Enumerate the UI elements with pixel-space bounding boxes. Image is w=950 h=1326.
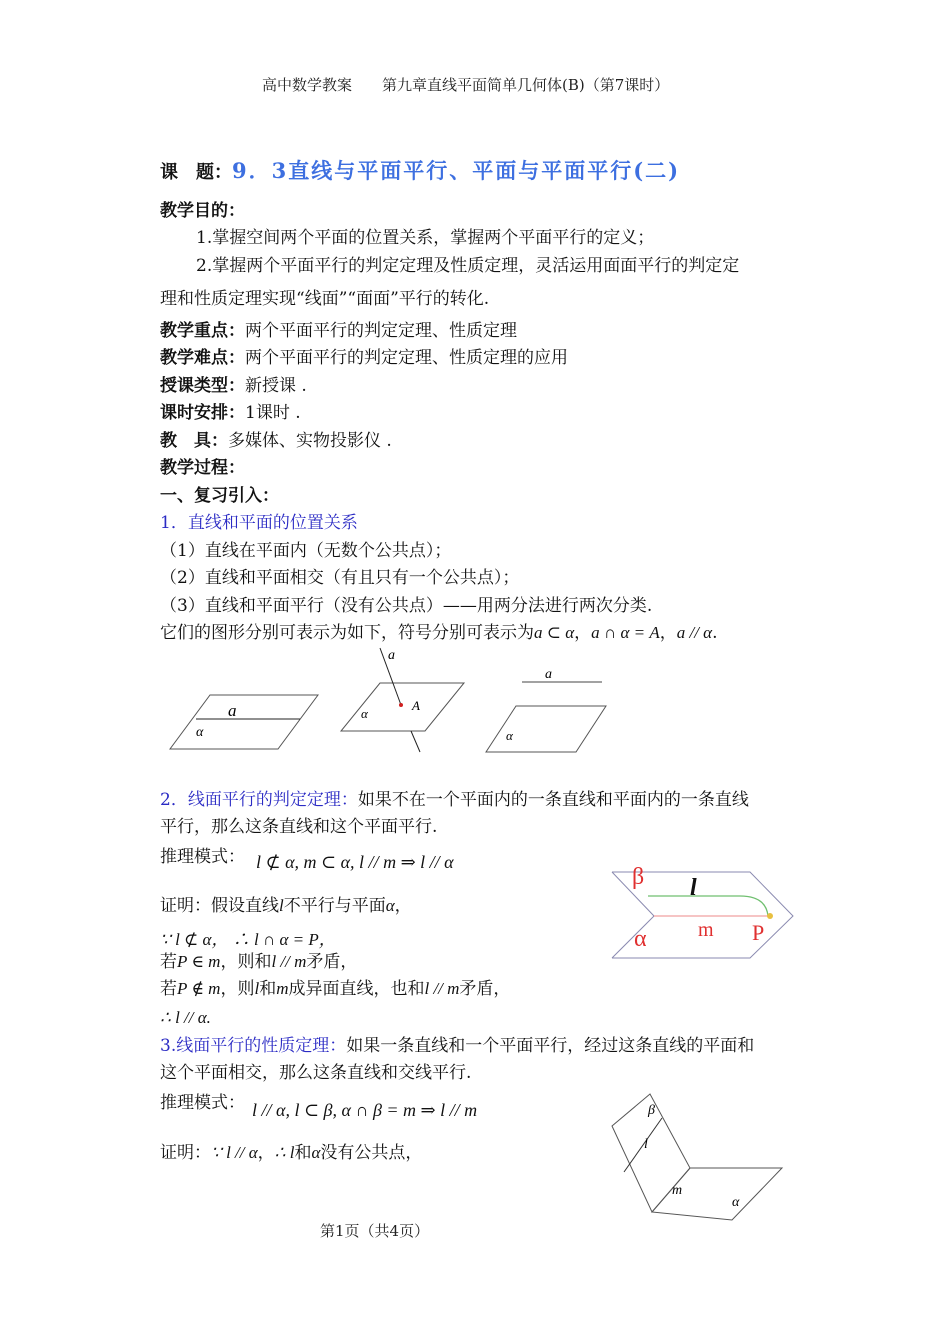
s2-proof-1-l: l bbox=[279, 896, 284, 915]
label-m-3: m bbox=[672, 1183, 683, 1198]
label-beta-2: β bbox=[632, 864, 645, 890]
s3-mode-label: 推理模式： bbox=[160, 1093, 245, 1113]
label-l-2: l bbox=[690, 875, 697, 901]
s3-proof-end: 没有公共点， bbox=[320, 1143, 423, 1163]
label-a-3: a bbox=[545, 667, 552, 682]
s2-proof-5: ∴ l // α. bbox=[160, 1008, 211, 1027]
line-l-3 bbox=[624, 1118, 662, 1172]
s3-proof-1 bbox=[160, 1142, 422, 1164]
fold-lower bbox=[612, 916, 654, 958]
schedule-label: 课时安排： bbox=[160, 403, 245, 423]
tools-label: 教 具： bbox=[160, 431, 228, 451]
figure-line-in-plane bbox=[170, 695, 318, 749]
s2-proof-1-mid: 不平行与平面 bbox=[283, 896, 386, 916]
point-P bbox=[767, 913, 773, 919]
s2-proof-4-end: 矛盾， bbox=[459, 979, 511, 999]
label-alpha-2: α bbox=[361, 706, 368, 721]
label-alpha-4: α bbox=[634, 926, 647, 952]
page-footer: 第1页（共4页） bbox=[320, 1222, 430, 1240]
objective-item-2-cont: 理和性质定理实现“线面”“面面”平行的转化. bbox=[160, 289, 490, 309]
point-A bbox=[399, 703, 403, 707]
label-beta-3: β bbox=[648, 1103, 655, 1118]
schedule-value: 1课时 . bbox=[245, 403, 301, 423]
objectives-heading: 教学目的： bbox=[160, 201, 245, 221]
section2-text-1: 如果不在一个平面内的一条直线和平面内的一条直线 bbox=[357, 790, 749, 810]
s2-proof-1-pre: 证明：假设直线 bbox=[160, 896, 279, 916]
period: . bbox=[712, 623, 718, 643]
lesson-type-value: 新授课 . bbox=[245, 376, 307, 396]
label-alpha-5: α bbox=[732, 1195, 740, 1210]
s2-proof-4-l: l bbox=[254, 979, 260, 998]
label-a-2: a bbox=[388, 648, 395, 663]
s2-proof-3-mid: ，则和 bbox=[220, 952, 272, 972]
label-alpha-1: α bbox=[196, 725, 204, 740]
s1-line-1: （1）直线在平面内（无数个公共点）； bbox=[160, 541, 452, 561]
s2-proof-3-sym: P ∈ m bbox=[177, 952, 221, 971]
s3-proof-sep: ， bbox=[257, 1143, 275, 1163]
label-A: A bbox=[412, 698, 420, 713]
difficulty-value: 两个平面平行的判定定理、性质定理的应用 bbox=[245, 348, 568, 368]
s2-proof-2: ∵ l ⊄ α， ∴ l ∩ α = P， bbox=[160, 930, 336, 949]
symbol-in-plane: a ⊂ α bbox=[534, 623, 575, 642]
section3-text-2: 这个平面相交，那么这条直线和交线平行. bbox=[160, 1063, 472, 1083]
objective-item-1: 1.掌握空间两个平面的位置关系，掌握两个平面平行的定义； bbox=[196, 228, 655, 248]
figure-line-parallel bbox=[486, 682, 606, 752]
s2-proof-3-pre: 若 bbox=[160, 952, 177, 972]
s2-proof-1-end: ， bbox=[394, 896, 412, 916]
s2-mode-label: 推理模式： bbox=[160, 847, 245, 867]
section3-heading: 3.线面平行的性质定理： bbox=[160, 1036, 347, 1056]
lesson-type-label: 授课类型： bbox=[160, 376, 245, 396]
s1-line-4-text: 它们的图形分别可表示为如下，符号分别可表示为 bbox=[160, 623, 534, 643]
label-m-2: m bbox=[698, 919, 714, 941]
symbol-intersect: a ∩ α = A bbox=[591, 623, 660, 642]
section3-line-1 bbox=[160, 1035, 754, 1057]
plane-1 bbox=[170, 695, 318, 749]
figure-property-theorem bbox=[612, 1094, 782, 1220]
s2-proof-4-sym2: l // m bbox=[424, 979, 460, 998]
title-value: 9．3直线与平面平行、平面与平面平行(二) bbox=[232, 158, 681, 183]
s3-proof-pre: 证明： bbox=[160, 1143, 211, 1163]
s2-mode-formula: l ⊄ α, m ⊂ α, l // m ⇒ l // α bbox=[256, 852, 454, 872]
s1-line-3: （3）直线和平面平行（没有公共点）——用两分法进行两次分类. bbox=[160, 596, 653, 616]
label-alpha-3: α bbox=[506, 728, 513, 743]
title-label: 课 题： bbox=[160, 162, 232, 183]
section2-text-2: 平行，那么这条直线和这个平面平行. bbox=[160, 817, 438, 837]
s1-line-2: （2）直线和平面相交（有且只有一个公共点）； bbox=[160, 568, 520, 588]
section2-line-1 bbox=[160, 789, 749, 811]
s2-proof-3 bbox=[160, 951, 357, 973]
label-P: P bbox=[752, 920, 765, 945]
section1-heading: 1．直线和平面的位置关系 bbox=[160, 513, 358, 533]
s2-proof-4-m: m bbox=[276, 979, 289, 998]
key-point-label: 教学重点： bbox=[160, 321, 245, 341]
label-a-1: a bbox=[228, 701, 237, 720]
s2-proof-1 bbox=[160, 895, 412, 917]
sep-2: ， bbox=[659, 623, 677, 643]
process-heading: 教学过程： bbox=[160, 458, 245, 478]
tools-value: 多媒体、实物投影仪 . bbox=[228, 431, 392, 451]
page-header: 高中数学教案 第九章直线平面简单几何体(B)（第7课时） bbox=[262, 76, 670, 94]
key-point-value: 两个平面平行的判定定理、性质定理 bbox=[245, 321, 517, 341]
plane-2 bbox=[341, 683, 464, 731]
s3-proof-and: 和 bbox=[294, 1143, 312, 1163]
s2-proof-4-and: 和 bbox=[259, 979, 277, 999]
line-a-2-lower bbox=[411, 731, 420, 752]
s2-proof-4 bbox=[160, 978, 510, 1000]
objective-item-2: 2.掌握两个平面平行的判定定理及性质定理，灵活运用面面平行的判定定 bbox=[196, 256, 740, 276]
s2-proof-3-end: 矛盾， bbox=[306, 952, 358, 972]
s2-proof-4-pre: 若 bbox=[160, 979, 177, 999]
section2-heading: 2．线面平行的判定定理： bbox=[160, 790, 358, 810]
s2-proof-4-mid: ，则 bbox=[220, 979, 255, 999]
section3-text-1: 如果一条直线和一个平面平行，经过这条直线的平面和 bbox=[346, 1036, 755, 1056]
s3-proof-alpha: α bbox=[311, 1143, 321, 1162]
difficulty-label: 教学难点： bbox=[160, 348, 245, 368]
symbol-parallel: a // α bbox=[676, 623, 713, 642]
line-l bbox=[648, 896, 768, 916]
label-l-3: l bbox=[644, 1137, 648, 1152]
s2-proof-1-alpha: α bbox=[385, 896, 395, 915]
figure-line-intersect bbox=[341, 648, 464, 752]
s3-mode-formula: l // α, l ⊂ β, α ∩ β = m ⇒ l // m bbox=[252, 1100, 478, 1120]
s2-proof-4-mid2: 成异面直线，也和 bbox=[288, 979, 425, 999]
s2-proof-3-sym2: l // m bbox=[271, 952, 307, 971]
s3-proof-sym1: ∵ l // α bbox=[211, 1143, 258, 1162]
s2-proof-4-sym: P ∉ m bbox=[177, 979, 221, 998]
s3-proof-sym2: ∴ l bbox=[274, 1143, 295, 1162]
plane-3 bbox=[486, 706, 606, 752]
review-heading: 一、复习引入： bbox=[160, 486, 279, 506]
sep-1: ， bbox=[574, 623, 592, 643]
